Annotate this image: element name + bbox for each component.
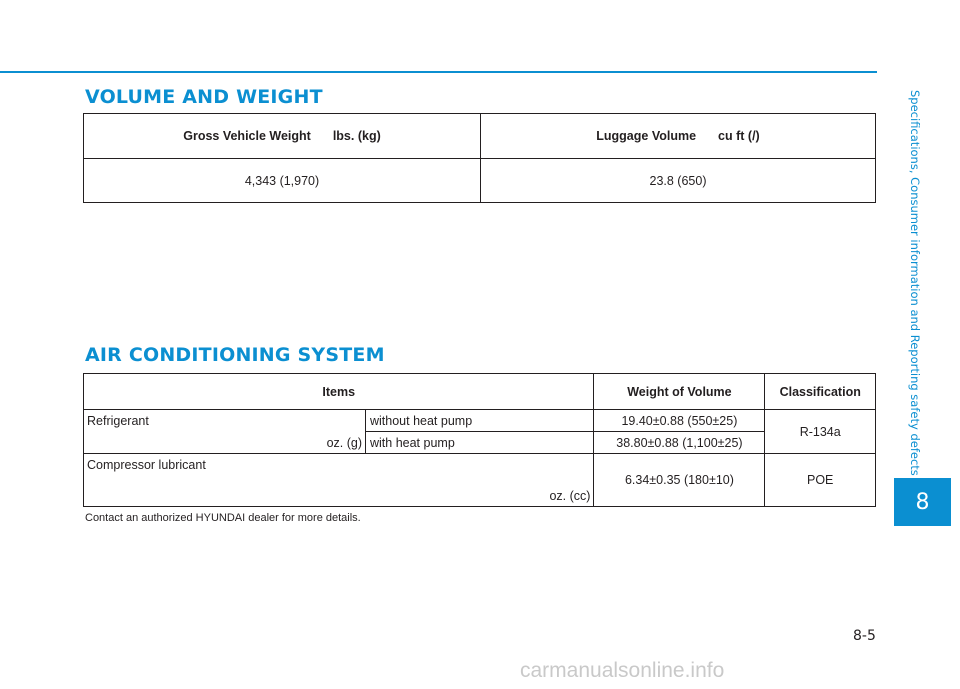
classification-header: Classification <box>765 374 876 410</box>
compressor-label: Compressor lubricant <box>87 458 206 472</box>
section-title-air-conditioning: AIR CONDITIONING SYSTEM <box>85 344 385 366</box>
refrigerant-unit: oz. (g) <box>326 436 362 450</box>
refrigerant-label: Refrigerant <box>87 414 149 428</box>
gross-weight-value: 4,343 (1,970) <box>84 159 481 203</box>
top-rule <box>0 71 877 73</box>
dealer-note: Contact an authorized HYUNDAI dealer for more details. <box>85 512 361 524</box>
luggage-volume-value: 23.8 (650) <box>481 159 876 203</box>
page-number: 8-5 <box>853 628 876 644</box>
compressor-value: 6.34±0.35 (180±10) <box>594 454 765 507</box>
compressor-classification: POE <box>765 454 876 507</box>
compressor-unit: oz. (cc) <box>549 489 591 503</box>
watermark: carmanualsonline.info <box>520 659 725 682</box>
table-row <box>84 410 876 432</box>
volume-weight-table <box>83 113 876 203</box>
air-conditioning-table <box>83 373 876 507</box>
table-header-row <box>84 374 876 410</box>
gross-weight-label: Gross Vehicle Weight <box>183 129 311 143</box>
luggage-volume-unit: cu ft (/) <box>718 129 760 143</box>
table-header-row <box>84 114 876 159</box>
refrigerant-cell <box>84 410 366 454</box>
luggage-volume-header <box>481 114 876 159</box>
table-row <box>84 159 876 203</box>
chapter-side-label: Specifications, Consumer information and Reporting safety defects <box>908 90 922 476</box>
compressor-cell <box>84 454 594 507</box>
gross-weight-header <box>84 114 481 159</box>
refrigerant-condition-2: with heat pump <box>366 432 594 454</box>
chapter-tab: 8 <box>894 478 951 526</box>
refrigerant-value-2: 38.80±0.88 (1,100±25) <box>594 432 765 454</box>
refrigerant-value-1: 19.40±0.88 (550±25) <box>594 410 765 432</box>
table-row <box>84 454 876 507</box>
weight-volume-header: Weight of Volume <box>594 374 765 410</box>
refrigerant-classification: R-134a <box>765 410 876 454</box>
section-title-volume-weight: VOLUME AND WEIGHT <box>85 86 323 108</box>
gross-weight-unit: lbs. (kg) <box>332 129 381 143</box>
luggage-volume-label: Luggage Volume <box>596 129 697 143</box>
items-header: Items <box>84 374 594 410</box>
refrigerant-condition-1: without heat pump <box>366 410 594 432</box>
